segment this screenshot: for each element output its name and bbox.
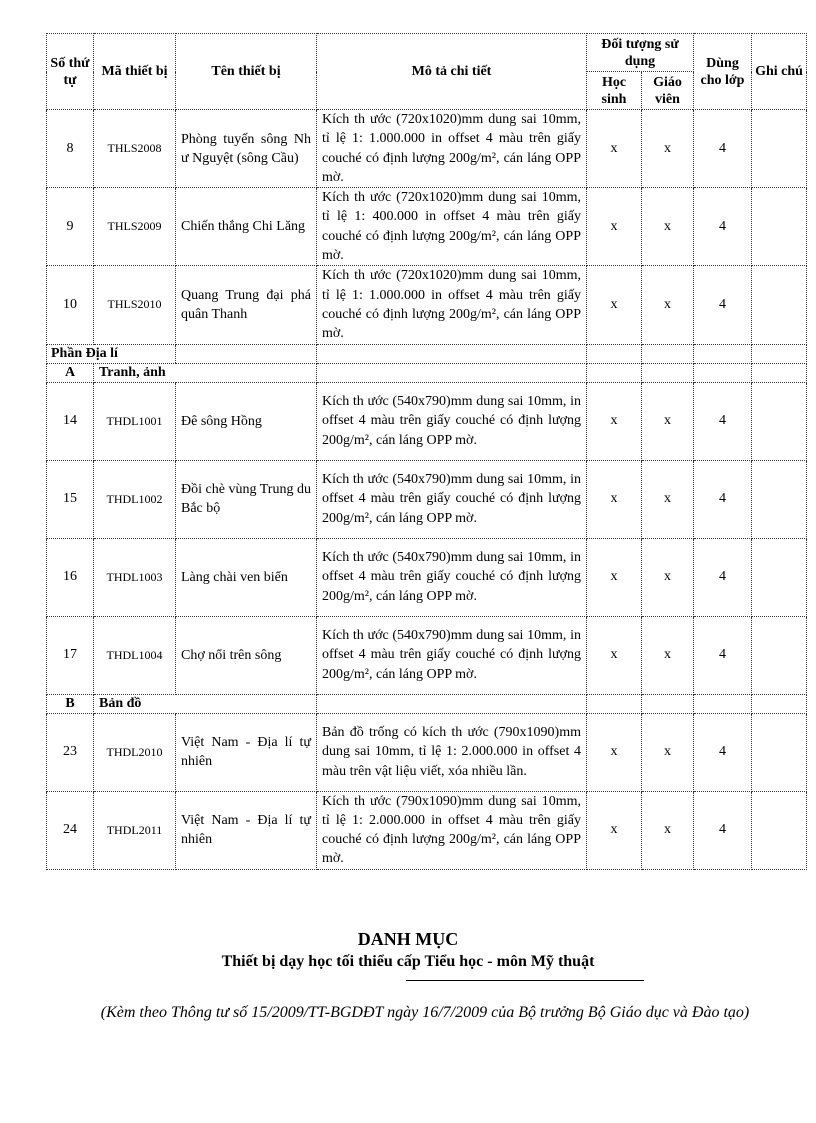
table-row	[47, 382, 807, 460]
row-teacher: x	[642, 382, 694, 460]
row-desc: Kích th ước (790x1090)mm dung sai 10mm, tỉ lệ 1: 2.000.000 in offset 4 màu trên giấy couché có định lượng 200g/m², cán láng OPP mờ.	[317, 791, 587, 869]
row-desc: Kích th ước (540x790)mm dung sai 10mm, in offset 4 màu trên giấy couché có định lượng 200g/m², cán láng OPP mờ.	[317, 616, 587, 694]
row-code: THDL1004	[94, 616, 176, 694]
header-note: Ghi chú	[752, 34, 807, 110]
subsection-cell	[642, 694, 694, 713]
row-desc: Kích th ước (720x1020)mm dung sai 10mm, tỉ lệ 1: 400.000 in offset 4 màu trên giấy couché có định lượng 200g/m², cán láng OPP mờ.	[317, 188, 587, 266]
row-stt: 10	[47, 266, 94, 344]
equipment-table	[46, 33, 807, 870]
header-desc: Mô tả chi tiết	[317, 34, 587, 110]
subsection-cell	[587, 694, 642, 713]
table-row	[47, 266, 807, 344]
row-grade: 4	[694, 382, 752, 460]
row-name: Việt Nam - Địa lí tự nhiên	[176, 791, 317, 869]
catalog-title: DANH MỤC	[357, 929, 459, 949]
row-teacher: x	[642, 460, 694, 538]
row-desc: Kích th ước (540x790)mm dung sai 10mm, in offset 4 màu trên giấy couché có định lượng 200g/m², cán láng OPP mờ.	[317, 460, 587, 538]
row-stt: 15	[47, 460, 94, 538]
subsection-cell	[694, 363, 752, 382]
section-cell	[752, 344, 807, 363]
subsection-letter: A	[47, 363, 94, 382]
section-cell	[694, 344, 752, 363]
subsection-cell	[587, 363, 642, 382]
row-grade: 4	[694, 538, 752, 616]
row-stt: 14	[47, 382, 94, 460]
subsection-title: Tranh, ảnh	[94, 363, 317, 382]
row-stt: 16	[47, 538, 94, 616]
row-note	[752, 188, 807, 266]
row-code: THLS2010	[94, 266, 176, 344]
section-title: Phần Địa lí	[47, 344, 176, 363]
row-stt: 24	[47, 791, 94, 869]
table-row	[47, 616, 807, 694]
table-row	[47, 538, 807, 616]
row-student: x	[587, 382, 642, 460]
row-grade: 4	[694, 110, 752, 188]
header-name: Tên thiết bị	[176, 34, 317, 110]
row-note	[752, 791, 807, 869]
row-teacher: x	[642, 188, 694, 266]
row-stt: 23	[47, 713, 94, 791]
row-grade: 4	[694, 791, 752, 869]
row-name: Phòng tuyến sông Nh ư Nguyệt (sông Cầu)	[176, 110, 317, 188]
table-header	[47, 34, 807, 110]
table-row	[47, 188, 807, 266]
row-teacher: x	[642, 713, 694, 791]
table-row	[47, 110, 807, 188]
catalog-note: (Kèm theo Thông tư số 15/2009/TT-BGDĐT ngày 16/7/2009 của Bộ trưởng Bộ Giáo dục và Đào tạo)	[100, 1004, 750, 1021]
row-stt: 8	[47, 110, 94, 188]
subsection-row	[47, 694, 807, 713]
row-teacher: x	[642, 266, 694, 344]
subsection-row	[47, 363, 807, 382]
section-row	[47, 344, 807, 363]
row-name: Làng chài ven biển	[176, 538, 317, 616]
row-code: THDL1001	[94, 382, 176, 460]
row-grade: 4	[694, 266, 752, 344]
row-note	[752, 110, 807, 188]
row-code: THLS2009	[94, 188, 176, 266]
subtitle-underline	[406, 980, 644, 981]
row-student: x	[587, 791, 642, 869]
row-name: Chiến thắng Chi Lăng	[176, 188, 317, 266]
header-target: Đối tượng sử dụng	[587, 34, 694, 72]
row-note	[752, 460, 807, 538]
section-cell	[587, 344, 642, 363]
subsection-cell	[642, 363, 694, 382]
row-desc: Kích th ước (720x1020)mm dung sai 10mm, tỉ lệ 1: 1.000.000 in offset 4 màu trên giấy couché có định lượng 200g/m², cán láng OPP mờ.	[317, 266, 587, 344]
row-note	[752, 538, 807, 616]
row-student: x	[587, 266, 642, 344]
row-teacher: x	[642, 538, 694, 616]
header-code: Mã thiết bị	[94, 34, 176, 110]
row-note	[752, 713, 807, 791]
section-cell	[317, 344, 587, 363]
row-name: Việt Nam - Địa lí tự nhiên	[176, 713, 317, 791]
row-student: x	[587, 713, 642, 791]
row-note	[752, 382, 807, 460]
row-desc: Bản đồ trống có kích th ước (790x1090)mm dung sai 10mm, tỉ lệ 1: 2.000.000 in offset 4 màu trên vật liệu viết, xóa nhiều lần.	[317, 713, 587, 791]
row-name: Đồi chè vùng Trung du Bắc bộ	[176, 460, 317, 538]
subsection-title: Bản đồ	[94, 694, 317, 713]
row-note	[752, 266, 807, 344]
catalog-subtitle: Thiết bị dạy học tối thiểu cấp Tiểu học - môn Mỹ thuật	[221, 953, 595, 970]
header-grade: Dùng cho lớp	[694, 34, 752, 110]
row-stt: 17	[47, 616, 94, 694]
row-code: THDL2010	[94, 713, 176, 791]
row-name: Chợ nổi trên sông	[176, 616, 317, 694]
row-grade: 4	[694, 460, 752, 538]
table-body	[47, 110, 807, 870]
row-desc: Kích th ước (720x1020)mm dung sai 10mm, tỉ lệ 1: 1.000.000 in offset 4 màu trên giấy couché có định lượng 200g/m², cán láng OPP mờ.	[317, 110, 587, 188]
subsection-cell	[752, 363, 807, 382]
row-student: x	[587, 616, 642, 694]
row-grade: 4	[694, 188, 752, 266]
subsection-cell	[694, 694, 752, 713]
section-cell	[176, 344, 317, 363]
row-stt: 9	[47, 188, 94, 266]
header-teacher: Giáo viên	[642, 72, 694, 110]
row-grade: 4	[694, 713, 752, 791]
table-row	[47, 460, 807, 538]
row-note	[752, 616, 807, 694]
row-code: THDL1002	[94, 460, 176, 538]
row-teacher: x	[642, 616, 694, 694]
row-student: x	[587, 110, 642, 188]
subsection-letter: B	[47, 694, 94, 713]
subsection-cell	[317, 694, 587, 713]
row-student: x	[587, 538, 642, 616]
row-desc: Kích th ước (540x790)mm dung sai 10mm, in offset 4 màu trên giấy couché có định lượng 200g/m², cán láng OPP mờ.	[317, 382, 587, 460]
table-row	[47, 713, 807, 791]
subsection-cell	[317, 363, 587, 382]
table-row	[47, 791, 807, 869]
row-grade: 4	[694, 616, 752, 694]
header-stt: Số thứ tự	[47, 34, 94, 110]
section-cell	[642, 344, 694, 363]
row-name: Quang Trung đại phá quân Thanh	[176, 266, 317, 344]
subsection-cell	[752, 694, 807, 713]
row-student: x	[587, 460, 642, 538]
row-code: THLS2008	[94, 110, 176, 188]
row-student: x	[587, 188, 642, 266]
row-teacher: x	[642, 791, 694, 869]
header-student: Học sinh	[587, 72, 642, 110]
row-desc: Kích th ước (540x790)mm dung sai 10mm, in offset 4 màu trên giấy couché có định lượng 200g/m², cán láng OPP mờ.	[317, 538, 587, 616]
row-code: THDL2011	[94, 791, 176, 869]
row-code: THDL1003	[94, 538, 176, 616]
row-teacher: x	[642, 110, 694, 188]
row-name: Đê sông Hồng	[176, 382, 317, 460]
